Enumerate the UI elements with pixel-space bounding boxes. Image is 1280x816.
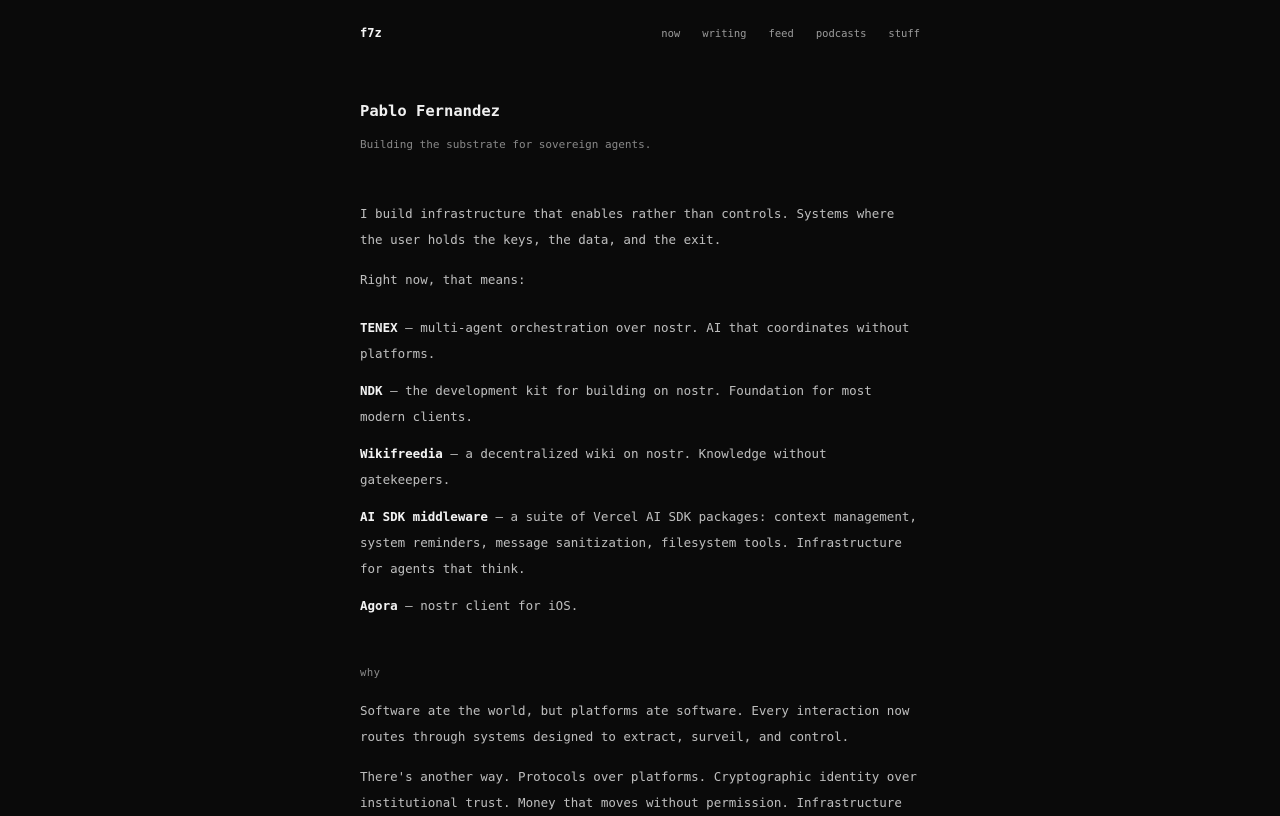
site-header (360, 25, 920, 42)
project-description: — the development kit for building on nostr. Foundation for most modern clients. (360, 383, 872, 424)
nav-link-now[interactable]: now (661, 28, 681, 40)
tagline: Building the substrate for sovereign agents. (360, 138, 652, 151)
content-column (360, 0, 920, 816)
main-content (360, 201, 920, 816)
project-list (360, 315, 920, 619)
project-item (360, 315, 920, 367)
why-paragraph: Software ate the world, but platforms ate software. Every interaction now routes through systems designed to extract, surveil, and control. (360, 703, 910, 744)
intro-lead-in: Right now, that means: (360, 272, 526, 287)
nav-link-feed[interactable]: feed (768, 28, 794, 40)
project-link-wikifreedia[interactable]: Wikifreedia (360, 446, 443, 461)
project-item (360, 378, 920, 430)
project-link-ai-sdk-middleware[interactable]: AI SDK middleware (360, 509, 488, 524)
project-link-tenex[interactable]: TENEX (360, 320, 398, 335)
project-description: — nostr client for iOS. (405, 598, 579, 613)
project-link-ndk[interactable]: NDK (360, 383, 383, 398)
nav-link-writing[interactable]: writing (702, 28, 747, 40)
nav-link-podcasts[interactable]: podcasts (815, 28, 867, 40)
project-description: — a suite of Vercel AI SDK packages: context management, system reminders, message sanitization, filesystem tools. Infrastructure for agents that think. (360, 509, 917, 576)
main-nav (661, 26, 920, 42)
section-label-why: why (360, 667, 381, 679)
site-logo[interactable]: f7z (360, 26, 382, 40)
project-description: — multi-agent orchestration over nostr. AI that coordinates without platforms. (360, 320, 910, 361)
why-paragraph: There's another way. Protocols over platforms. Cryptographic identity over institutional trust. Money that moves without permission. Infrastructure (360, 769, 917, 810)
project-item (360, 593, 920, 619)
project-description: — a decentralized wiki on nostr. Knowledge without gatekeepers. (360, 446, 827, 487)
page-title: Pablo Fernandez (360, 102, 500, 120)
project-item (360, 504, 920, 582)
intro-paragraph: I build infrastructure that enables rather than controls. Systems where the user holds the keys, the data, and the exit. (360, 206, 895, 247)
project-link-agora[interactable]: Agora (360, 598, 398, 613)
project-item (360, 441, 920, 493)
nav-link-stuff[interactable]: stuff (888, 28, 920, 40)
